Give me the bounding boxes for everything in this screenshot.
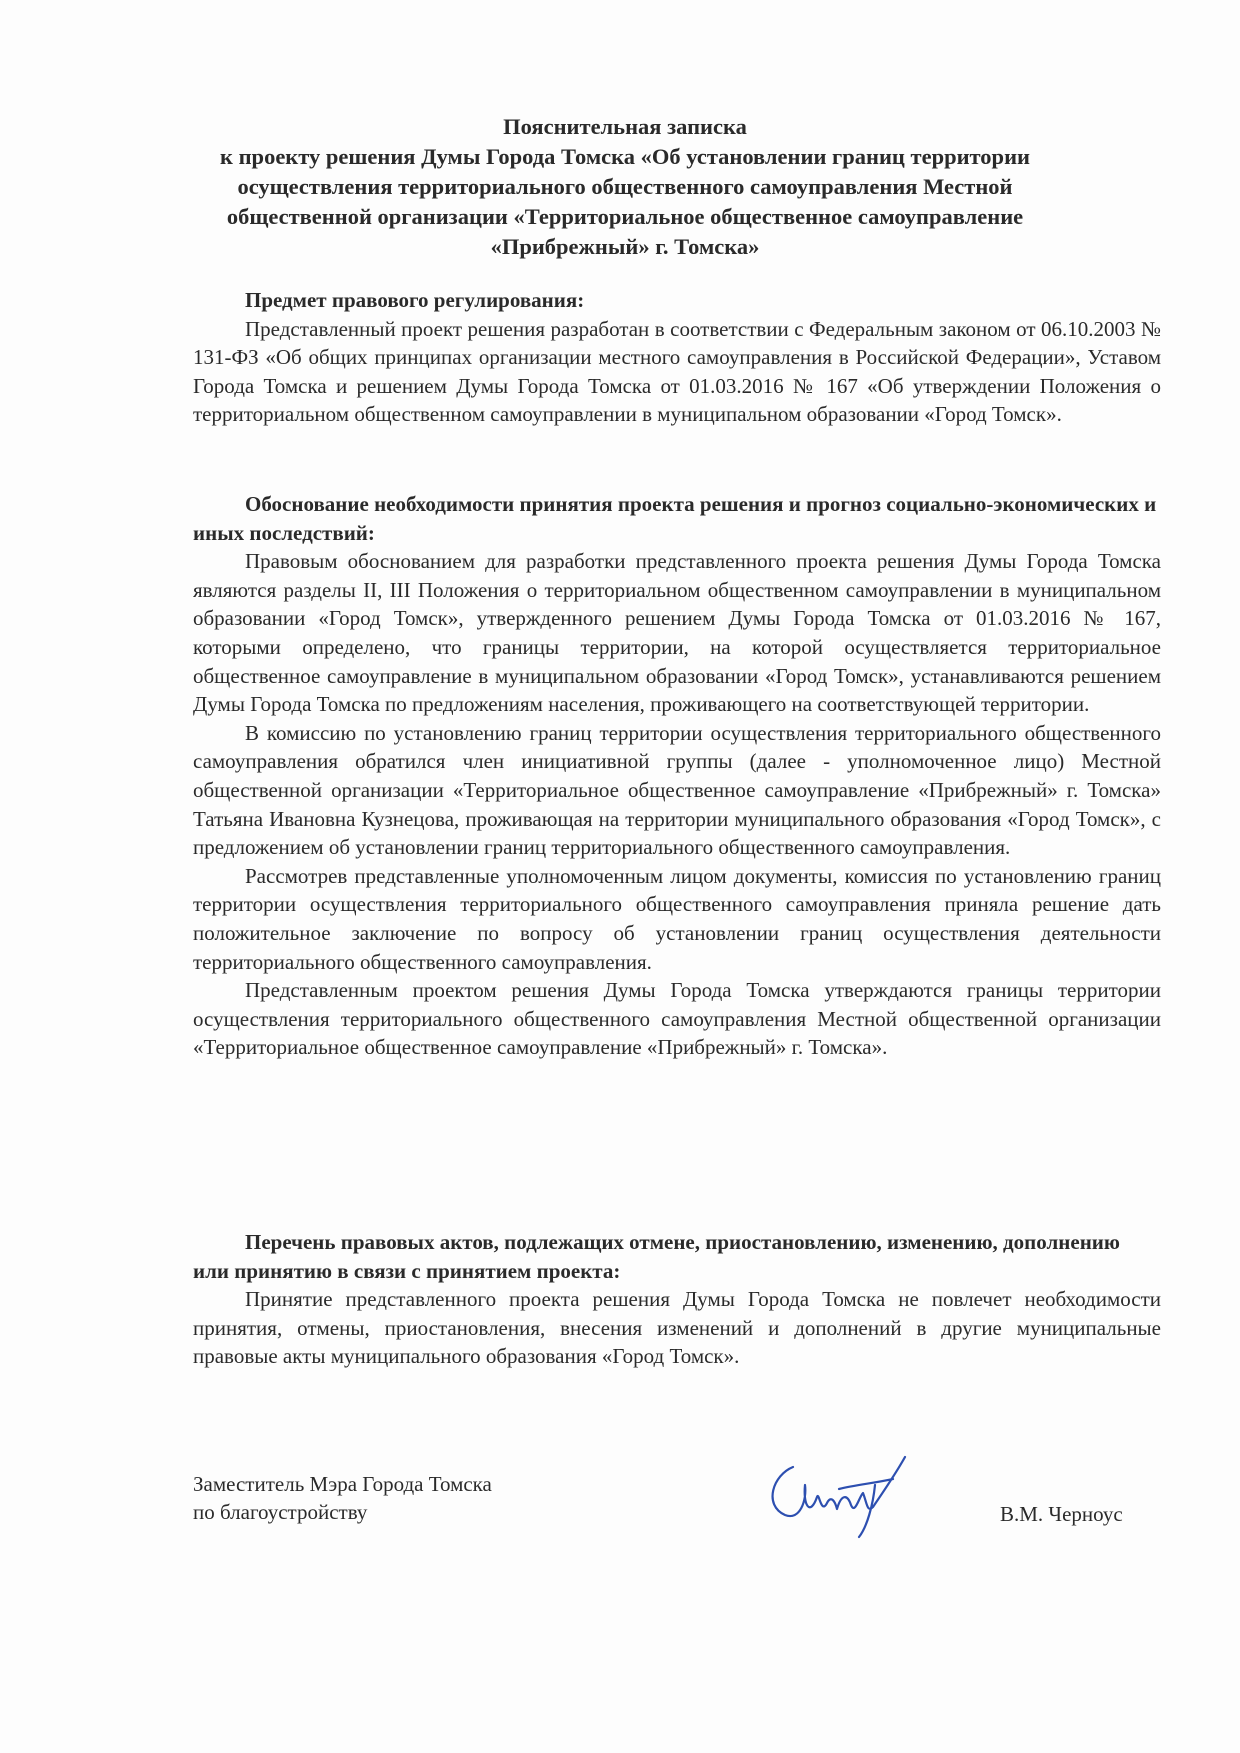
signatory-position-line: Заместитель Мэра Города Томска xyxy=(193,1472,492,1496)
title-line: осуществления территориального общественного самоуправления Местной xyxy=(237,174,1013,199)
paragraph: Принятие представленного проекта решения Думы Города Томска не повлечет необходимости принятия, отмены, приостановления, внесения изменений и дополнений в другие муниципальные правовые акты муниципального образования «Город Томск». xyxy=(193,1287,1161,1369)
paragraph: В комиссию по установлению границ территории осуществления территориального общественного самоуправления обратился член инициативной группы (далее - уполномоченное лицо) Местной общественной организации «Территориальное общественное самоуправление «Прибрежный» г. Томска» Татьяна Ивановна Кузнецова, проживающая на территории муниципального образования «Город Томск», с предложением об установлении границ территориального общественного самоуправления. xyxy=(193,720,1161,860)
paragraph: Правовым обоснованием для разработки представленного проекта решения Думы Города Томска являются разделы II, III Положения о территориальном общественном самоуправлении в муниципальном образовании «Город Томск», утвержденного решением Думы Города Томска от 01.03.2016 № 167, которыми определено, что границы территории, на которой осуществляется территориальное общественное самоуправление в муниципальном образовании «Город Томск», устанавливаются решением Думы Города Томска по предложениям населения, проживающего на соответствующей территории. xyxy=(193,549,1161,717)
title-line: к проекту решения Думы Города Томска «Об установлении границ территории xyxy=(220,144,1030,169)
section-legal-acts xyxy=(193,1228,1161,1371)
document-title xyxy=(160,112,1090,262)
signatory-position-line: по благоустройству xyxy=(193,1500,368,1524)
section-heading: Предмет правового регулирования: xyxy=(245,288,585,312)
section-justification xyxy=(193,490,1161,1062)
section-heading: Обоснование необходимости принятия проекта решения и прогноз социально-экономических и иных последствий: xyxy=(193,492,1157,545)
section-subject xyxy=(193,286,1161,429)
signatory-name: В.М. Черноус xyxy=(1000,1502,1123,1526)
signatory-position xyxy=(193,1470,613,1526)
title-line: «Прибрежный» г. Томска» xyxy=(490,234,760,259)
title-line: Пояснительная записка xyxy=(503,114,747,139)
paragraph: Представленный проект решения разработан в соответствии с Федеральным законом от 06.10.2003 № 131-ФЗ «Об общих принципах организации местного самоуправления в Российской Федерации», Уставом Города Томска и решением Думы Города Томска от 01.03.2016 № 167 «Об утверждении Положения о территориальном общественном самоуправлении в муниципальном образовании «Город Томск». xyxy=(193,316,1161,427)
paragraph: Представленным проектом решения Думы Города Томска утверждаются границы территории осуществления территориального общественного самоуправления Местной общественной организации «Территориальное общественное самоуправление «Прибрежный» г. Томска». xyxy=(193,978,1161,1060)
title-line: общественной организации «Территориальное общественное самоуправление xyxy=(226,204,1024,229)
section-heading: Перечень правовых актов, подлежащих отмене, приостановлению, изменению, дополнению или принятию в связи с принятием проекта: xyxy=(193,1230,1120,1283)
handwritten-signature xyxy=(755,1445,925,1540)
paragraph: Рассмотрев представленные уполномоченным лицом документы, комиссия по установлению границ территории осуществления территориального общественного самоуправления приняла решение дать положительное заключение по вопросу об установлении границ осуществления деятельности территориального общественного самоуправления. xyxy=(193,863,1161,974)
